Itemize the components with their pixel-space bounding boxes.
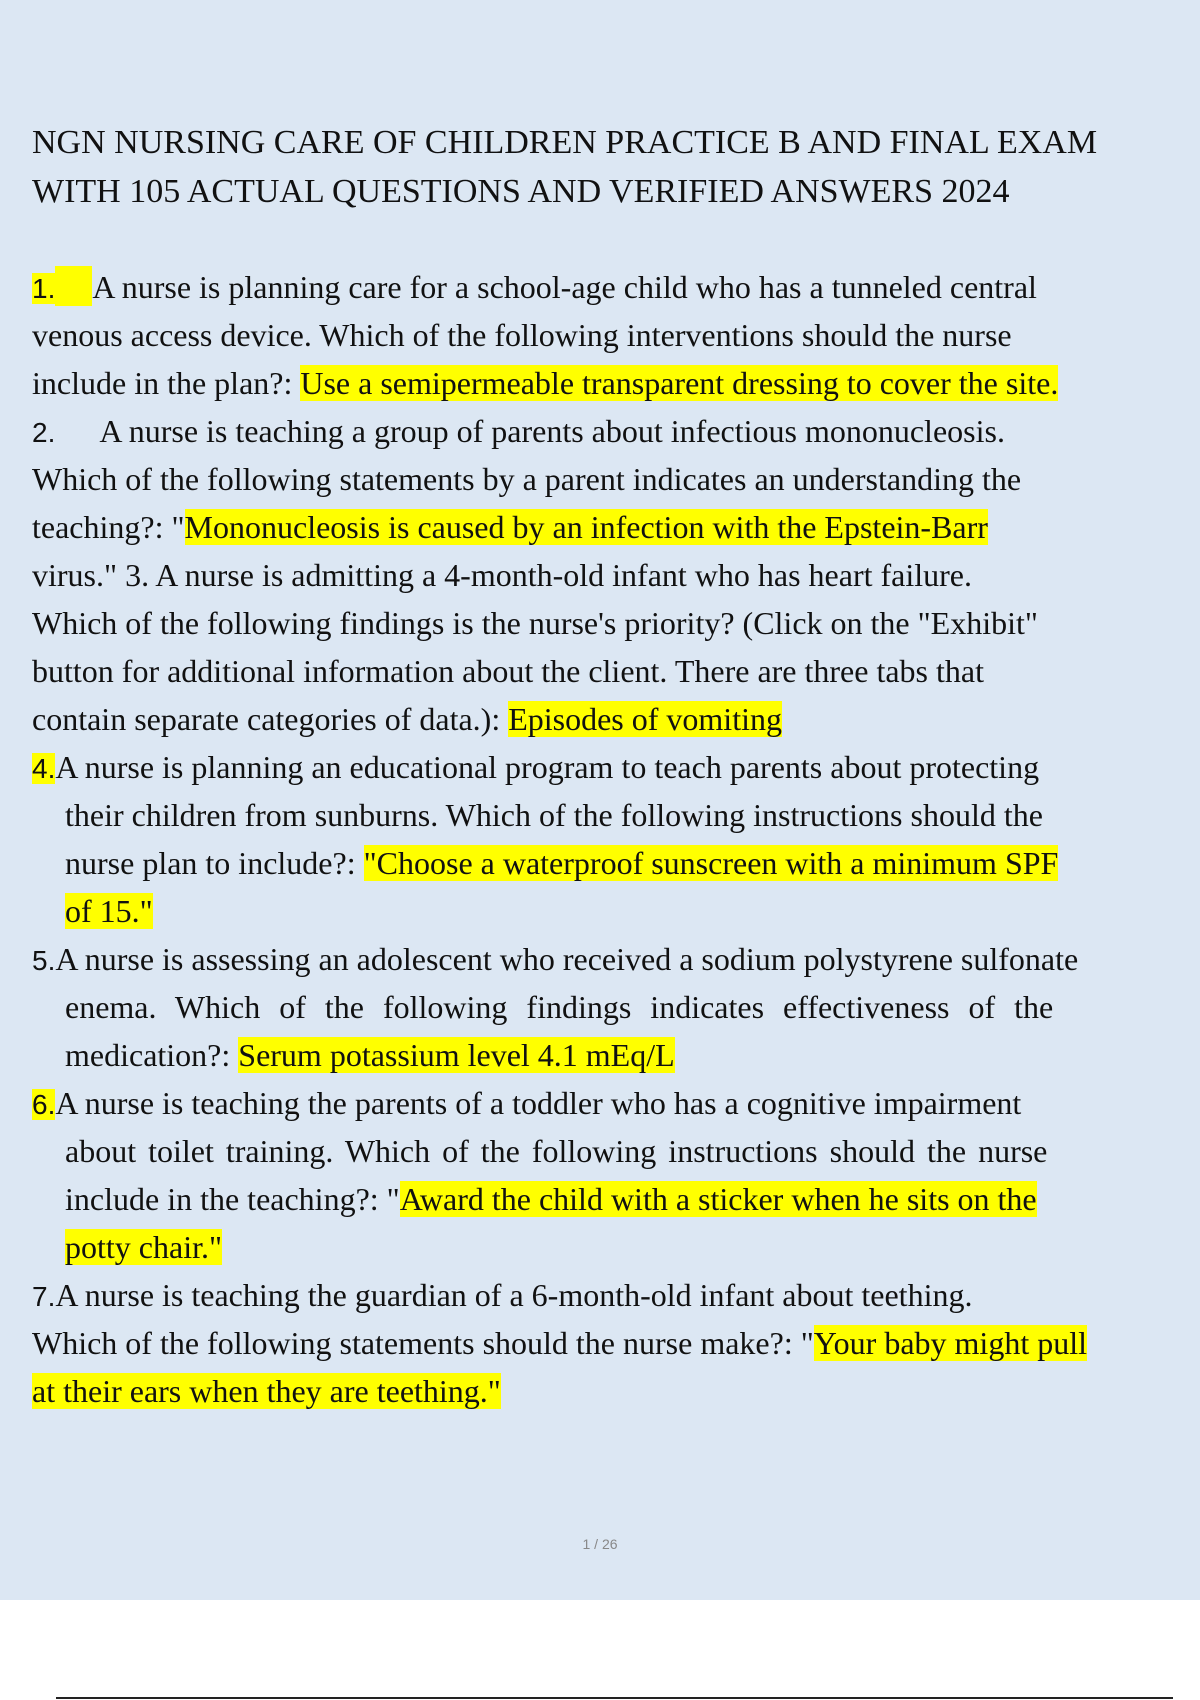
q6-line-3 xyxy=(32,1175,1200,1223)
q4-text-3: nurse plan to include?: xyxy=(65,845,364,881)
q5-line-1 xyxy=(32,935,1200,983)
q4-answer-part-2: of 15." xyxy=(65,893,153,929)
q2-line-3 xyxy=(32,503,1200,551)
q6-answer-part-2: potty chair." xyxy=(65,1229,223,1265)
q5-text-2: enema. Which of the following findings indicates effectiveness of the xyxy=(65,989,1054,1025)
q2-number: 2. xyxy=(32,417,56,448)
q2-text-1: A nurse is teaching a group of parents about infectious mononucleosis. xyxy=(99,413,1005,449)
q2-text-3: teaching?: " xyxy=(32,509,185,545)
q7-number: 7. xyxy=(32,1281,56,1312)
q4-line-2: their children from sunburns. Which of the following instructions should the xyxy=(65,797,1043,833)
q1-line-1 xyxy=(32,263,1200,311)
q1-number-highlight xyxy=(55,266,92,306)
q7-answer-part-2: at their ears when they are teething." xyxy=(32,1373,501,1409)
document-title xyxy=(32,118,1192,216)
q3-answer: Episodes of vomiting xyxy=(508,701,782,737)
q1-text-1: A nurse is planning care for a school-age child who has a tunneled central xyxy=(92,269,1037,305)
q4-line-4 xyxy=(32,887,1200,935)
q6-line-2 xyxy=(32,1127,1200,1175)
q7-text-1: A nurse is teaching the guardian of a 6-month-old infant about teething. xyxy=(55,1277,973,1313)
q7-line-3 xyxy=(32,1367,1200,1415)
q4-number: 4. xyxy=(32,753,56,784)
q3-line-3 xyxy=(32,695,1200,743)
q2-line-1 xyxy=(32,407,1200,455)
q2-line-2: Which of the following statements by a parent indicates an understanding the xyxy=(32,461,1022,497)
q1-line-2: venous access device. Which of the following interventions should the nurse xyxy=(32,317,1012,353)
q4-line-1 xyxy=(32,743,1200,791)
q6-text-3: include in the teaching?: " xyxy=(65,1181,400,1217)
q5-answer: Serum potassium level 4.1 mEq/L xyxy=(238,1037,675,1073)
q6-line-4 xyxy=(32,1223,1200,1271)
q6-line-1 xyxy=(32,1079,1200,1127)
questions-list xyxy=(32,263,1200,1415)
q1-number: 1. xyxy=(32,273,56,304)
title-line-2: WITH 105 ACTUAL QUESTIONS AND VERIFIED ANSWERS 2024 xyxy=(32,173,1010,210)
q3-line-2: button for additional information about the client. There are three tabs that xyxy=(32,653,984,689)
q3-text-3: contain separate categories of data.): xyxy=(32,701,509,737)
page-number: 1 / 26 xyxy=(582,1536,618,1552)
q3-line-1: Which of the following findings is the nurse's priority? (Click on the "Exhibit" xyxy=(32,605,1038,641)
q4-answer-part-1: "Choose a waterproof sunscreen with a minimum SPF xyxy=(363,845,1059,881)
q6-number: 6. xyxy=(32,1089,56,1120)
q7-answer-part-1: Your baby might pull xyxy=(813,1325,1087,1361)
q4-line-3 xyxy=(32,839,1200,887)
q2-answer: Mononucleosis is caused by an infection with the Epstein-Barr xyxy=(184,509,988,545)
q1-text-3: include in the plan?: xyxy=(32,365,301,401)
q7-line-2 xyxy=(32,1319,1200,1367)
q1-answer: Use a semipermeable transparent dressing to cover the site. xyxy=(300,365,1059,401)
q6-answer-part-1: Award the child with a sticker when he sits on the xyxy=(399,1181,1037,1217)
title-line-1: NGN NURSING CARE OF CHILDREN PRACTICE B AND FINAL EXAM xyxy=(32,124,1098,161)
q5-line-2 xyxy=(32,983,1200,1031)
q5-text-1: A nurse is assessing an adolescent who received a sodium polystyrene sulfonate xyxy=(55,941,1079,977)
q4-text-1: A nurse is planning an educational program to teach parents about protecting xyxy=(55,749,1040,785)
q5-line-3 xyxy=(32,1031,1200,1079)
q1-line-3 xyxy=(32,359,1200,407)
q2-line-4: virus." 3. A nurse is admitting a 4-month-old infant who has heart failure. xyxy=(32,557,972,593)
q5-number: 5. xyxy=(32,945,56,976)
bottom-divider xyxy=(56,1697,1173,1699)
q6-text-2: about toilet training. Which of the following instructions should the nurse xyxy=(65,1133,1048,1169)
q7-text-2: Which of the following statements should the nurse make?: " xyxy=(32,1325,814,1361)
q6-text-1: A nurse is teaching the parents of a toddler who has a cognitive impairment xyxy=(55,1085,1022,1121)
q5-text-3: medication?: xyxy=(65,1037,239,1073)
q7-line-1 xyxy=(32,1271,1200,1319)
